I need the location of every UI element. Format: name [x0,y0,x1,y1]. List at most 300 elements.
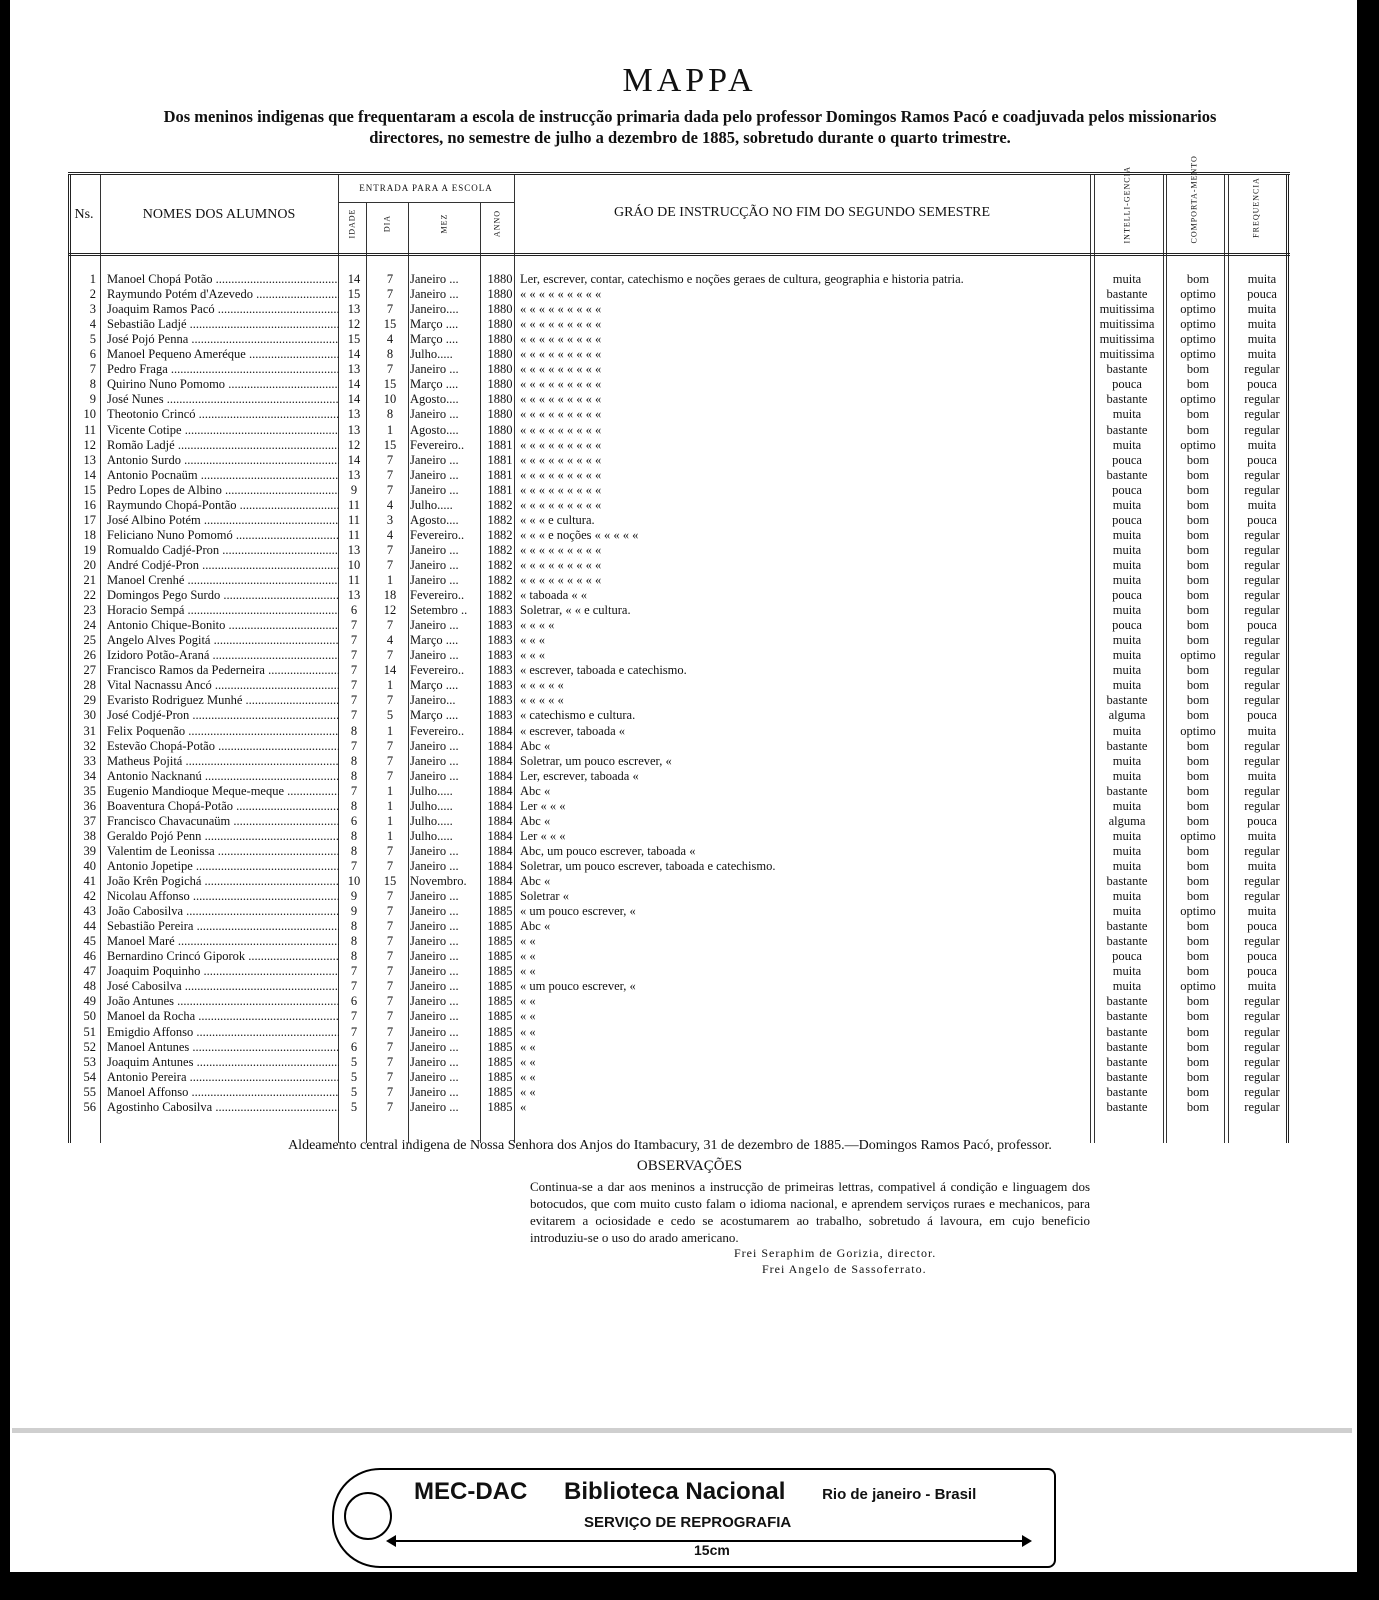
row-number: 31 [83,723,96,738]
row-number: 13 [83,452,96,467]
row-number: 42 [83,889,96,904]
entry-day: 4 [386,527,394,542]
behaviour: bom [1186,843,1210,858]
intelligence: bastante [1106,783,1148,798]
behaviour: bom [1186,889,1210,904]
instruction-grade: « « « « « « « « « [520,407,602,422]
behaviour: bom [1186,588,1210,603]
entry-day: 7 [386,753,394,768]
frequency: regular [1244,422,1280,437]
frequency: regular [1244,783,1280,798]
row-number: 28 [83,678,96,693]
frequency: regular [1244,1039,1280,1054]
entry-day: 7 [386,1039,394,1054]
frequency: regular [1244,573,1280,587]
instruction-grade: « um pouco escrever, « [520,904,636,919]
intelligence: muita [1112,663,1142,678]
frequency: regular [1244,362,1280,377]
entry-month: Julho..... [410,783,453,798]
entry-year: 1880 [487,377,513,392]
entry-month: Janeiro ... [410,467,459,482]
entry-day: 1 [386,798,394,813]
entry-month: Janeiro ... [410,979,459,994]
intelligence: pouca [1112,512,1142,527]
intelligence: muita [1112,828,1142,843]
entry-day: 7 [386,362,394,377]
intelligence: bastante [1106,934,1148,949]
frequency: muita [1247,317,1277,332]
instruction-grade: Ler « « « [520,828,566,843]
behaviour: optimo [1180,287,1216,302]
instruction-grade: « « [520,1069,536,1084]
row-number: 14 [83,467,96,482]
entry-year: 1884 [487,738,513,753]
intelligence: muita [1112,678,1142,693]
student-name: Evaristo Rodriguez Munhé ..... [107,693,339,708]
entry-day: 7 [386,452,394,467]
instruction-grade: « « « « « « « « « [520,437,602,452]
student-age: 11 [347,573,361,587]
entry-day: 7 [386,287,394,302]
student-age: 7 [350,648,358,663]
intelligence: muita [1112,557,1142,572]
frequency: regular [1244,693,1280,708]
entry-year: 1885 [487,919,513,934]
entry-month: Janeiro ... [410,1084,459,1099]
student-name: Nicolau Affonso ..... [107,889,339,904]
instruction-grade: Ler, escrever, taboada « [520,768,639,783]
instruction-grade: « « « « « « « « « [520,377,602,392]
row-number: 54 [83,1069,96,1084]
entry-year: 1885 [487,1069,513,1084]
behaviour: optimo [1180,979,1216,994]
behaviour: bom [1186,603,1210,618]
behaviour: bom [1186,1069,1210,1084]
entry-month: Janeiro ... [410,1039,459,1054]
entry-day: 1 [386,573,394,587]
intelligence: bastante [1106,1084,1148,1099]
behaviour: optimo [1180,437,1216,452]
frequency: pouca [1247,919,1277,934]
behaviour: bom [1186,964,1210,979]
instruction-grade: Abc « [520,813,551,828]
behaviour: bom [1186,783,1210,798]
frequency: regular [1244,798,1280,813]
instruction-grade: « « « « « « « « « [520,332,602,347]
intelligence: muita [1112,497,1142,512]
behaviour: bom [1186,557,1210,572]
header-frequency: FREQUENCIA [1251,177,1261,238]
entry-day: 7 [386,934,394,949]
student-age: 8 [350,843,358,858]
entry-month: Fevereiro.. [410,437,465,452]
student-age: 11 [347,512,361,527]
entry-month: Setembro .. [410,603,468,618]
entry-year: 1882 [487,512,513,527]
entry-month: Fevereiro.. [410,723,465,738]
behaviour: bom [1186,272,1210,286]
entry-month: Janeiro ... [410,889,459,904]
intelligence: bastante [1106,919,1148,934]
student-age: 5 [350,1069,358,1084]
row-number: 10 [83,407,96,422]
behaviour: bom [1186,919,1210,934]
entry-year: 1880 [487,302,513,317]
entry-year: 1883 [487,633,513,648]
instruction-grade: Soletrar, um pouco escrever, « [520,753,672,768]
intelligence: bastante [1106,693,1148,708]
behaviour: bom [1186,467,1210,482]
instruction-grade: « « « « « « « « « [520,302,602,317]
entry-year: 1881 [487,437,513,452]
intelligence: muita [1112,843,1142,858]
instruction-grade: « « [520,1084,536,1099]
student-age: 14 [347,347,361,362]
entry-year: 1885 [487,1099,513,1114]
intelligence: alguma [1108,813,1146,828]
frequency: regular [1244,994,1280,1009]
student-name: Valentim de Leonissa ..... [107,844,339,859]
entry-month: Fevereiro.. [410,588,465,603]
behaviour: bom [1186,858,1210,873]
student-name: Manoel da Rocha ..... [107,1009,339,1024]
instruction-grade: « « [520,1009,536,1024]
instruction-grade: « catechismo e cultura. [520,708,636,723]
student-age: 7 [350,633,358,648]
entry-day: 7 [386,482,394,497]
frequency: pouca [1247,287,1277,302]
entry-year: 1880 [487,362,513,377]
instruction-grade: « escrever, taboada « [520,723,625,738]
student-name: Manoel Pequeno Ameréque ..... [107,347,339,362]
entry-day: 5 [386,708,394,723]
entry-day: 7 [386,467,394,482]
instruction-grade: Abc « [520,783,551,798]
frequency: pouca [1247,512,1277,527]
entry-month: Julho..... [410,813,453,828]
observations-title: OBSERVAÇÕES [636,1158,743,1174]
observations-text: Continua-se a dar aos meninos a instrucção de primeiras lettras, compativel á condição e linguagem dos botocudos, que com muito custo falam o idioma nacional, e aprendem serviços ruraes e mechanicos, para evitarem a ociosidade e cedo se acostumarem ao trabalho, sobretudo á lavoura, em cujo beneficio introduziu-se o uso do arado americano. [530,1179,1090,1245]
row-number: 24 [83,618,96,633]
row-number: 48 [83,979,96,994]
instruction-grade: « « « « « « « « « [520,392,602,407]
intelligence: muita [1112,723,1142,738]
student-age: 7 [350,708,358,723]
intelligence: bastante [1106,1039,1148,1054]
entry-year: 1885 [487,1039,513,1054]
entry-month: Janeiro ... [410,287,459,302]
behaviour: bom [1186,512,1210,527]
frequency: pouca [1247,964,1277,979]
intelligence: bastante [1106,422,1148,437]
student-name: Izidoro Potão-Araná ..... [107,648,339,663]
student-name: Antonio Jopetipe ..... [107,859,339,874]
intelligence: muita [1112,272,1142,286]
behaviour: bom [1186,949,1210,964]
frequency: regular [1244,663,1280,678]
header-ns: Ns. [74,207,94,222]
intelligence: muita [1112,648,1142,663]
student-age: 9 [350,482,358,497]
student-age: 11 [347,497,361,512]
intelligence: pouca [1112,618,1142,633]
intelligence: muita [1112,603,1142,618]
student-age: 14 [347,452,361,467]
instruction-grade: « « « « « « « « « [520,557,602,572]
behaviour: bom [1186,573,1210,587]
student-name: José Codjé-Pron ..... [107,708,339,723]
intelligence: muitissima [1099,347,1155,362]
entry-day: 7 [386,1009,394,1024]
entry-month: Janeiro ... [410,618,459,633]
entry-year: 1885 [487,889,513,904]
student-name: José Albino Potém ..... [107,513,339,528]
instruction-grade: « « « « « [520,693,564,708]
entry-month: Janeiro ... [410,919,459,934]
row-number: 49 [83,994,96,1009]
student-age: 8 [350,828,358,843]
intelligence: bastante [1106,392,1148,407]
intelligence: muita [1112,964,1142,979]
student-name: Bernardino Crincó Giporok ..... [107,949,339,964]
student-age: 7 [350,693,358,708]
row-number: 16 [83,497,96,512]
entry-day: 4 [386,497,394,512]
entry-year: 1885 [487,1024,513,1039]
student-name: João Antunes ..... [107,994,339,1009]
entry-year: 1885 [487,1054,513,1069]
row-number: 4 [89,317,96,332]
header-intelligence: INTELLI-GENCIA [1122,165,1132,244]
intelligence: pouca [1112,452,1142,467]
entry-day: 7 [386,919,394,934]
entry-month: Janeiro ... [410,949,459,964]
header-names: NOMES DOS ALUMNOS [142,207,296,222]
behaviour: bom [1186,1099,1210,1114]
entry-year: 1884 [487,768,513,783]
student-name: Agostinho Cabosilva ..... [107,1100,339,1115]
student-name: José Pojó Penna ..... [107,332,339,347]
student-name: Domingos Pego Surdo ..... [107,588,339,603]
entry-year: 1880 [487,347,513,362]
row-number: 6 [89,347,96,362]
behaviour: optimo [1180,648,1216,663]
student-age: 14 [347,272,361,286]
entry-month: Julho..... [410,798,453,813]
entry-month: Janeiro... [410,693,456,708]
student-age: 9 [350,889,358,904]
student-age: 8 [350,768,358,783]
instruction-grade: « « « [520,633,545,648]
student-age: 6 [350,1039,358,1054]
row-number: 17 [83,512,96,527]
instruction-grade: « « « « « « « « « [520,287,602,302]
frequency: pouca [1247,377,1277,392]
entry-day: 3 [386,512,394,527]
student-name: Manoel Maré ..... [107,934,339,949]
entry-month: Janeiro ... [410,452,459,467]
instruction-grade: Soletrar, um pouco escrever, taboada e catechismo. [520,858,776,873]
entry-day: 7 [386,949,394,964]
entry-day: 7 [386,858,394,873]
entry-day: 1 [386,783,394,798]
entry-month: Janeiro ... [410,738,459,753]
frequency: pouca [1247,452,1277,467]
page-fold-line [12,1428,1352,1433]
entry-month: Janeiro ... [410,964,459,979]
header-day: DIA [382,214,392,233]
student-age: 7 [350,979,358,994]
student-name: Pedro Fraga ..... [107,362,339,377]
entry-day: 7 [386,979,394,994]
student-age: 8 [350,919,358,934]
entry-year: 1882 [487,542,513,557]
behaviour: bom [1186,813,1210,828]
student-name: Romualdo Cadjé-Pron ..... [107,543,339,558]
row-number: 32 [83,738,96,753]
student-age: 15 [347,287,361,302]
entry-day: 18 [383,588,397,603]
entry-month: Julho..... [410,497,453,512]
student-name: Antonio Pereira ..... [107,1070,339,1085]
entry-month: Agosto.... [410,422,459,437]
entry-year: 1885 [487,994,513,1009]
student-name: Pedro Lopes de Albino ..... [107,483,339,498]
student-age: 13 [347,422,361,437]
entry-year: 1883 [487,693,513,708]
entry-year: 1883 [487,663,513,678]
row-number: 45 [83,934,96,949]
student-age: 5 [350,1054,358,1069]
instruction-grade: « « « « « « « « « [520,362,602,377]
student-name: Manoel Antunes ..... [107,1040,339,1055]
entry-year: 1882 [487,497,513,512]
signature-assistant: Frei Angelo de Sassoferrato. [762,1262,927,1276]
entry-year: 1883 [487,678,513,693]
behaviour: bom [1186,738,1210,753]
behaviour: optimo [1180,317,1216,332]
entry-month: Janeiro ... [410,482,459,497]
frequency: regular [1244,542,1280,557]
entry-day: 7 [386,964,394,979]
student-name: Antonio Nacknanú ..... [107,769,339,784]
behaviour: bom [1186,874,1210,888]
student-name: Estevão Chopá-Potão ..... [107,739,339,754]
instruction-grade: « « « « « « « « « [520,422,602,437]
entry-year: 1880 [487,392,513,407]
frequency: regular [1244,1084,1280,1099]
frequency: regular [1244,753,1280,768]
entry-year: 1882 [487,573,513,587]
student-age: 13 [347,362,361,377]
row-number: 38 [83,828,96,843]
behaviour: bom [1186,768,1210,783]
instruction-grade: Abc, um pouco escrever, taboada « [520,843,696,858]
student-name: Horacio Sempá ..... [107,603,339,618]
row-number: 21 [83,573,96,587]
entry-year: 1882 [487,557,513,572]
student-name: Vicente Cotipe ..... [107,423,339,438]
student-age: 8 [350,934,358,949]
row-number: 46 [83,949,96,964]
entry-day: 7 [386,1054,394,1069]
row-number: 27 [83,663,96,678]
student-age: 9 [350,904,358,919]
student-name: Raymundo Potém d'Azevedo ..... [107,287,339,302]
entry-day: 7 [386,768,394,783]
entry-month: Janeiro ... [410,1054,459,1069]
student-age: 13 [347,542,361,557]
entry-day: 7 [386,738,394,753]
intelligence: bastante [1106,287,1148,302]
entry-month: Março .... [410,678,459,693]
row-number: 1 [89,272,96,286]
frequency: muita [1247,723,1277,738]
entry-day: 7 [386,1099,394,1114]
instruction-grade: « « « [520,648,545,663]
student-name: Manoel Affonso ..... [107,1085,339,1100]
student-name: Raymundo Chopá-Pontão ..... [107,498,339,513]
row-number: 41 [83,874,96,888]
entry-month: Janeiro ... [410,557,459,572]
entry-month: Janeiro ... [410,843,459,858]
student-name: Joaquim Ramos Pacó ..... [107,302,339,317]
intelligence: muita [1112,904,1142,919]
student-name: André Codjé-Pron ..... [107,558,339,573]
row-number: 51 [83,1024,96,1039]
student-name: Sebastião Ladjé ..... [107,317,339,332]
frequency: muita [1247,904,1277,919]
student-name: Joaquim Poquinho ..... [107,964,339,979]
behaviour: bom [1186,542,1210,557]
student-age: 13 [347,467,361,482]
behaviour: bom [1186,377,1210,392]
entry-year: 1880 [487,317,513,332]
intelligence: pouca [1112,377,1142,392]
behaviour: bom [1186,663,1210,678]
header-grade: GRÁO DE INSTRUCÇÃO NO FIM DO SEGUNDO SEMESTRE [613,205,991,220]
entry-day: 7 [386,904,394,919]
place-date-line: Aldeamento central indigena de Nossa Senhora dos Anjos do Itambacury, 31 de dezembro de 1885.—Domingos Ramos Pacó, professor. [288,1138,1052,1153]
entry-year: 1884 [487,813,513,828]
instruction-grade: « « « « « « « « « [520,452,602,467]
row-number: 5 [89,332,96,347]
entry-year: 1883 [487,603,513,618]
instruction-grade: « « « e noções « « « « « [520,527,639,542]
entry-month: Janeiro ... [410,407,459,422]
intelligence: bastante [1106,1009,1148,1024]
student-name: Vital Nacnassu Ancó ..... [107,678,339,693]
student-name: Feliciano Nuno Pomomó ..... [107,528,339,543]
frequency: regular [1244,467,1280,482]
behaviour: bom [1186,1084,1210,1099]
row-number: 8 [89,377,96,392]
behaviour: bom [1186,1009,1210,1024]
entry-month: Janeiro ... [410,1099,459,1114]
frequency: regular [1244,1024,1280,1039]
frequency: regular [1244,588,1280,603]
intelligence: muita [1112,889,1142,904]
behaviour: bom [1186,633,1210,648]
intelligence: muita [1112,542,1142,557]
student-name: José Cabosilva ..... [107,979,339,994]
entry-month: Janeiro ... [410,753,459,768]
entry-year: 1881 [487,482,513,497]
student-age: 6 [350,813,358,828]
entry-day: 7 [386,889,394,904]
behaviour: bom [1186,407,1210,422]
entry-year: 1881 [487,452,513,467]
